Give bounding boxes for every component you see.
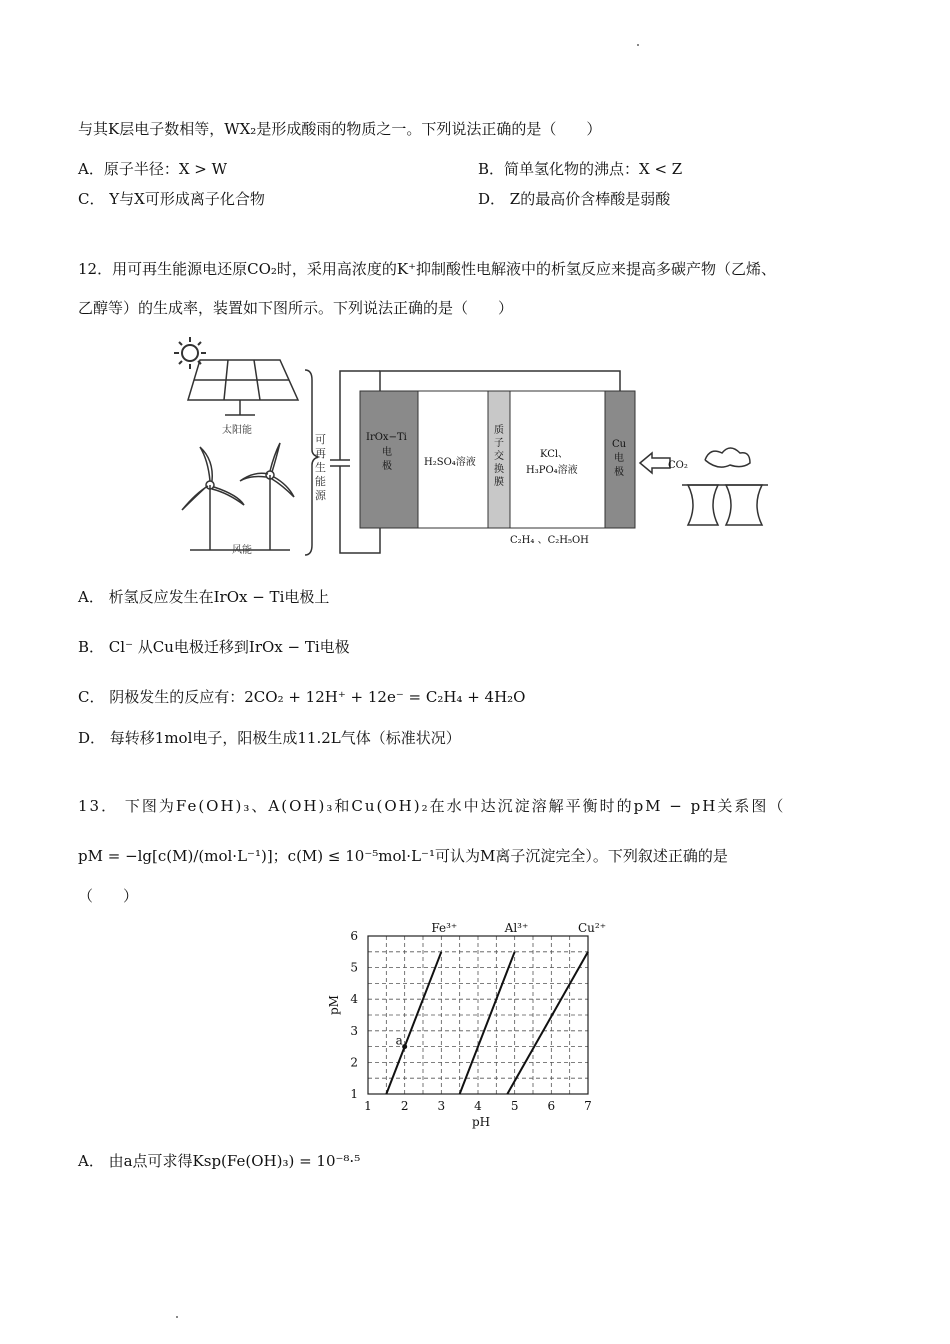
page-mark <box>176 1316 178 1318</box>
solar-panel-icon <box>188 360 298 415</box>
x-tick-label: 4 <box>474 1099 482 1113</box>
co2-arrow-icon <box>640 453 670 473</box>
q12-stem-line1: 12．用可再生能源电还原CO₂时，采用高浓度的K⁺抑制酸性电解液中的析氢反应来提高多碳产物（乙烯、 <box>78 260 777 278</box>
annotation-point <box>402 1044 407 1049</box>
wind-label: 风能 <box>232 545 252 556</box>
y-tick-label: 2 <box>350 1055 358 1070</box>
y-tick-label: 5 <box>350 960 358 975</box>
q12-option-c[interactable]: C． 阴极发生的反应有：2CO₂ + 12H⁺ + 12e⁻ = C₂H₄ + 4H₂O <box>78 688 526 706</box>
y-tick-label: 4 <box>350 992 358 1007</box>
q11-option-b[interactable]: B．简单氢化物的沸点：X < Z <box>478 160 683 178</box>
source-label: 可再生能源 <box>315 433 326 502</box>
pm-ph-chart <box>320 918 630 1130</box>
series-line <box>386 952 441 1094</box>
co2-label: CO₂ <box>668 460 688 471</box>
q12-option-b[interactable]: B． Cl⁻ 从Cu电极迁移到IrOx − Ti电极 <box>78 638 350 656</box>
annotation-label: a <box>395 1033 403 1048</box>
q11-option-d[interactable]: D． Z的最高价含棒酸是弱酸 <box>478 190 671 208</box>
series-label: Fe³⁺ <box>431 921 458 935</box>
q13-stem-line3: （ ） <box>78 887 139 905</box>
q13-option-a[interactable]: A． 由a点可求得Ksp(Fe(OH)₃) = 10⁻⁸·⁵ <box>78 1152 361 1170</box>
series-label: Al³⁺ <box>504 921 529 935</box>
page-mark <box>637 44 639 46</box>
series-line <box>460 952 515 1094</box>
x-tick-label: 7 <box>584 1099 592 1113</box>
q12-stem-line2: 乙醇等）的生成率，装置如下图所示。下列说法正确的是（ ） <box>78 299 514 317</box>
anode-solution-label: H₂SO₄溶液 <box>424 457 476 468</box>
q11-stem-tail: 与其K层电子数相等，WX₂是形成酸雨的物质之一。下列说法正确的是（ ） <box>78 120 602 138</box>
x-tick-label: 5 <box>510 1099 519 1113</box>
y-axis-label: pM <box>327 995 341 1015</box>
series-line <box>507 952 588 1094</box>
q12-option-a[interactable]: A． 析氢反应发生在IrOx − Ti电极上 <box>78 588 330 606</box>
factory-icon <box>682 448 768 525</box>
x-tick-label: 1 <box>364 1099 372 1113</box>
electrolysis-apparatus-figure <box>170 335 780 565</box>
q13-stem-line1: 13． 下图为Fe(OH)₃、A(OH)₃和Cu(OH)₂在水中达沉淀溶解平衡时的pM − pH关系图（ <box>78 797 786 815</box>
anode-label: IrOx−Ti 电 极 <box>366 432 407 472</box>
series-label: Cu²⁺ <box>578 921 607 935</box>
sun-icon <box>174 337 206 369</box>
y-tick-label: 3 <box>350 1023 358 1038</box>
cathode-solution-label-2: H₃PO₄溶液 <box>526 465 578 476</box>
q12-option-d[interactable]: D． 每转移1mol电子，阳极生成11.2L气体（标准状况） <box>78 729 461 747</box>
y-tick-label: 1 <box>350 1087 358 1101</box>
q13-stem-line2: pM = −lg[c(M)/(mol·L⁻¹)]；c(M) ≤ 10⁻⁵mol·L⁻¹可认为M离子沉淀完全）。下列叙述正确的是 <box>78 847 728 865</box>
q11-option-c[interactable]: C． Y与X可形成离子化合物 <box>78 190 265 208</box>
wind-turbine-icon <box>182 443 294 550</box>
solar-label: 太阳能 <box>222 425 252 436</box>
products-label: C₂H₄ 、C₂H₅OH <box>510 535 589 546</box>
y-tick-label: 6 <box>350 929 358 943</box>
membrane-label: 质子交换膜 <box>494 425 504 488</box>
x-axis-label: pH <box>472 1115 491 1129</box>
cathode-label: Cu 电极 <box>612 439 627 478</box>
x-tick-label: 2 <box>400 1099 409 1113</box>
x-tick-label: 6 <box>547 1099 556 1113</box>
cathode-solution-label-1: KCl、 <box>540 449 569 460</box>
x-tick-label: 3 <box>437 1099 446 1113</box>
q11-option-a[interactable]: A．原子半径：X > W <box>78 160 228 178</box>
